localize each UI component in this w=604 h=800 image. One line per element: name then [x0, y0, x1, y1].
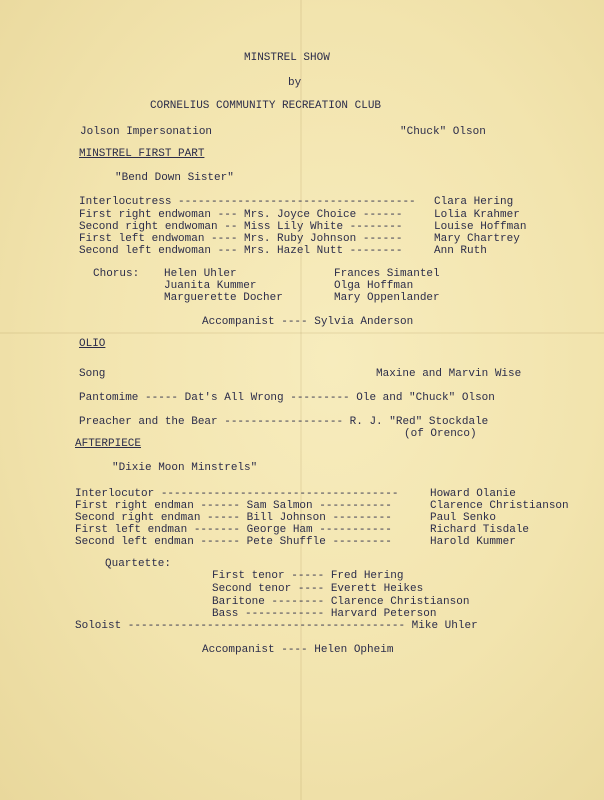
- jolson-act: Jolson Impersonation: [80, 126, 213, 138]
- cast-role: First right endwoman --- Mrs. Joyce Choice ------: [79, 209, 403, 221]
- olio-preacher-note: (of Orenco): [404, 428, 477, 440]
- olio-preacher: Preacher and the Bear ------------------ R. J. "Red" Stockdale: [79, 416, 489, 428]
- quartette-member: Second tenor ---- Everett Heikes: [212, 583, 424, 595]
- chorus-member: Mary Oppenlander: [334, 292, 440, 304]
- club-name: CORNELIUS COMMUNITY RECREATION CLUB: [150, 100, 382, 112]
- cast-performer: Mary Chartrey: [434, 233, 520, 245]
- cast-role: First right endman ------ Sam Salmon -----------: [75, 500, 392, 512]
- cast-performer: Clara Hering: [434, 196, 514, 208]
- soloist-line: Soloist ------------------------------------------ Mike Uhler: [75, 620, 478, 632]
- olio-pantomime: Pantomime ----- Dat's All Wrong --------- Ole and "Chuck" Olson: [79, 392, 495, 404]
- afterpiece-accompanist: Accompanist ---- Helen Opheim: [202, 644, 394, 656]
- jolson-performer: "Chuck" Olson: [400, 126, 486, 138]
- cast-role: Second left endwoman --- Mrs. Hazel Nutt --------: [79, 245, 403, 257]
- cast-role: Second left endman ------ Pete Shuffle ---------: [75, 536, 392, 548]
- cast-role: Second right endman ----- Bill Johnson ---------: [75, 512, 392, 524]
- cast-role: Interlocutor ------------------------------------: [75, 488, 399, 500]
- cast-performer: Louise Hoffman: [434, 221, 527, 233]
- first-part-heading: MINSTREL FIRST PART: [79, 148, 205, 160]
- cast-performer: Harold Kummer: [430, 536, 516, 548]
- cast-performer: Richard Tisdale: [430, 524, 530, 536]
- quartette-member: Baritone -------- Clarence Christianson: [212, 596, 470, 608]
- cast-role: Second right endwoman -- Miss Lily White --------: [79, 221, 403, 233]
- olio-song: Song: [79, 368, 106, 380]
- afterpiece-heading: AFTERPIECE: [75, 438, 142, 450]
- cast-performer: Lolia Krahmer: [434, 209, 520, 221]
- paper-fold: [0, 332, 604, 334]
- by-line: by: [288, 77, 302, 89]
- chorus-member: Helen Uhler: [164, 268, 237, 280]
- chorus-member: Frances Simantel: [334, 268, 440, 280]
- first-part-accompanist: Accompanist ---- Sylvia Anderson: [202, 316, 414, 328]
- chorus-label: Chorus:: [93, 268, 140, 280]
- show-title: MINSTREL SHOW: [244, 52, 330, 64]
- afterpiece-subtitle: "Dixie Moon Minstrels": [112, 462, 258, 474]
- cast-performer: Howard Olanie: [430, 488, 516, 500]
- cast-performer: Ann Ruth: [434, 245, 487, 257]
- cast-performer: Clarence Christianson: [430, 500, 569, 512]
- olio-song-performers: Maxine and Marvin Wise: [376, 368, 522, 380]
- quartette-member: First tenor ----- Fred Hering: [212, 570, 404, 582]
- cast-role: First left endwoman ---- Mrs. Ruby Johnson ------: [79, 233, 403, 245]
- chorus-member: Juanita Kummer: [164, 280, 257, 292]
- quartette-label: Quartette:: [105, 558, 172, 570]
- chorus-member: Marguerette Docher: [164, 292, 283, 304]
- olio-heading: OLIO: [79, 338, 106, 350]
- quartette-member: Bass ------------ Harvard Peterson: [212, 608, 437, 620]
- cast-role: First left endman ------- George Ham -----------: [75, 524, 392, 536]
- cast-role: Interlocutress ------------------------------------: [79, 196, 416, 208]
- chorus-member: Olga Hoffman: [334, 280, 414, 292]
- cast-performer: Paul Senko: [430, 512, 497, 524]
- first-part-subtitle: "Bend Down Sister": [115, 172, 234, 184]
